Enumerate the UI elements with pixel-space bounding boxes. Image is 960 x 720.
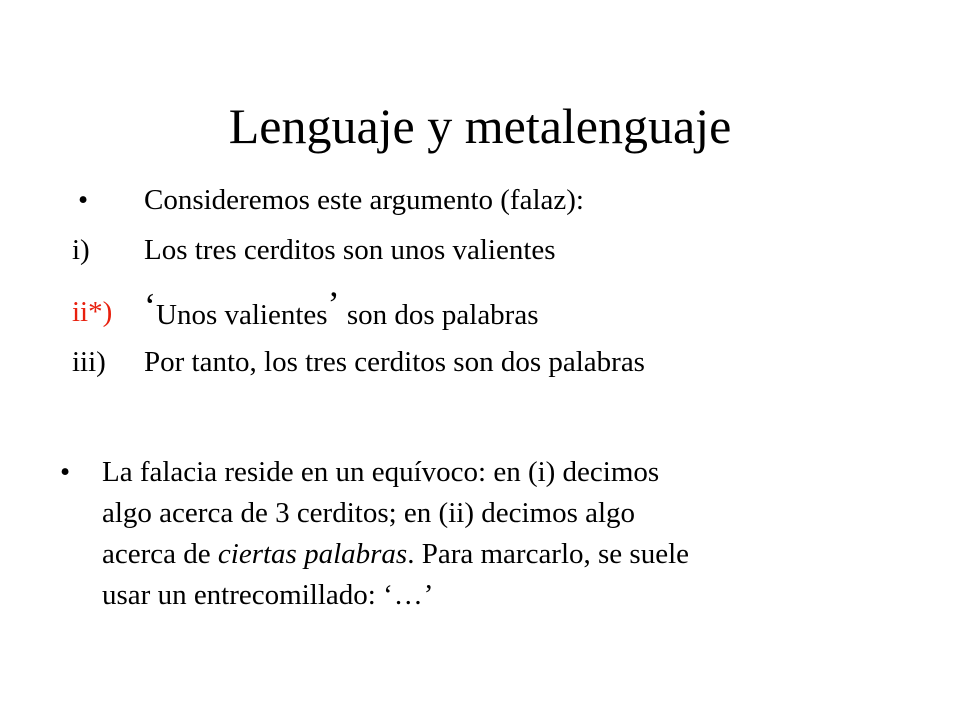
premise-2-text bbox=[144, 284, 539, 333]
open-quote: ‘ bbox=[144, 286, 156, 326]
argument-intro-text: Consideremos este argumento (falaz): bbox=[144, 184, 584, 216]
premise-2-marker: ii*) bbox=[72, 296, 113, 328]
explanation-line-2: algo acerca de 3 cerditos; en (ii) decimos algo bbox=[102, 497, 636, 529]
premise-2-quoted-phrase: Unos valientes bbox=[156, 299, 328, 331]
explanation-line-1: La falacia reside en un equívoco: en (i) decimos bbox=[102, 456, 660, 488]
explanation-line-4 bbox=[102, 575, 882, 616]
premise-2-rest: son dos palabras bbox=[339, 299, 539, 331]
premise-1-text: Los tres cerditos son unos valientes bbox=[144, 234, 556, 266]
bullet-marker: • bbox=[78, 184, 89, 216]
line-3-after: . Para marcarlo, se suele bbox=[407, 538, 690, 570]
quote-example: ‘…’ bbox=[383, 579, 435, 611]
close-quote: ’ bbox=[327, 284, 340, 324]
line-3-before: acerca de bbox=[102, 538, 218, 570]
conclusion-marker: iii) bbox=[72, 346, 106, 378]
explanation-text bbox=[102, 452, 882, 616]
premise-1-marker: i) bbox=[72, 234, 90, 266]
slide-title: Lenguaje y metalenguaje bbox=[228, 98, 732, 154]
italic-phrase: ciertas palabras bbox=[217, 538, 408, 570]
explanation-line-3 bbox=[102, 534, 882, 575]
bullet-marker: • bbox=[60, 456, 71, 488]
line-4-before: usar un entrecomillado: bbox=[102, 579, 384, 611]
conclusion-text: Por tanto, los tres cerditos son dos palabras bbox=[144, 346, 645, 378]
